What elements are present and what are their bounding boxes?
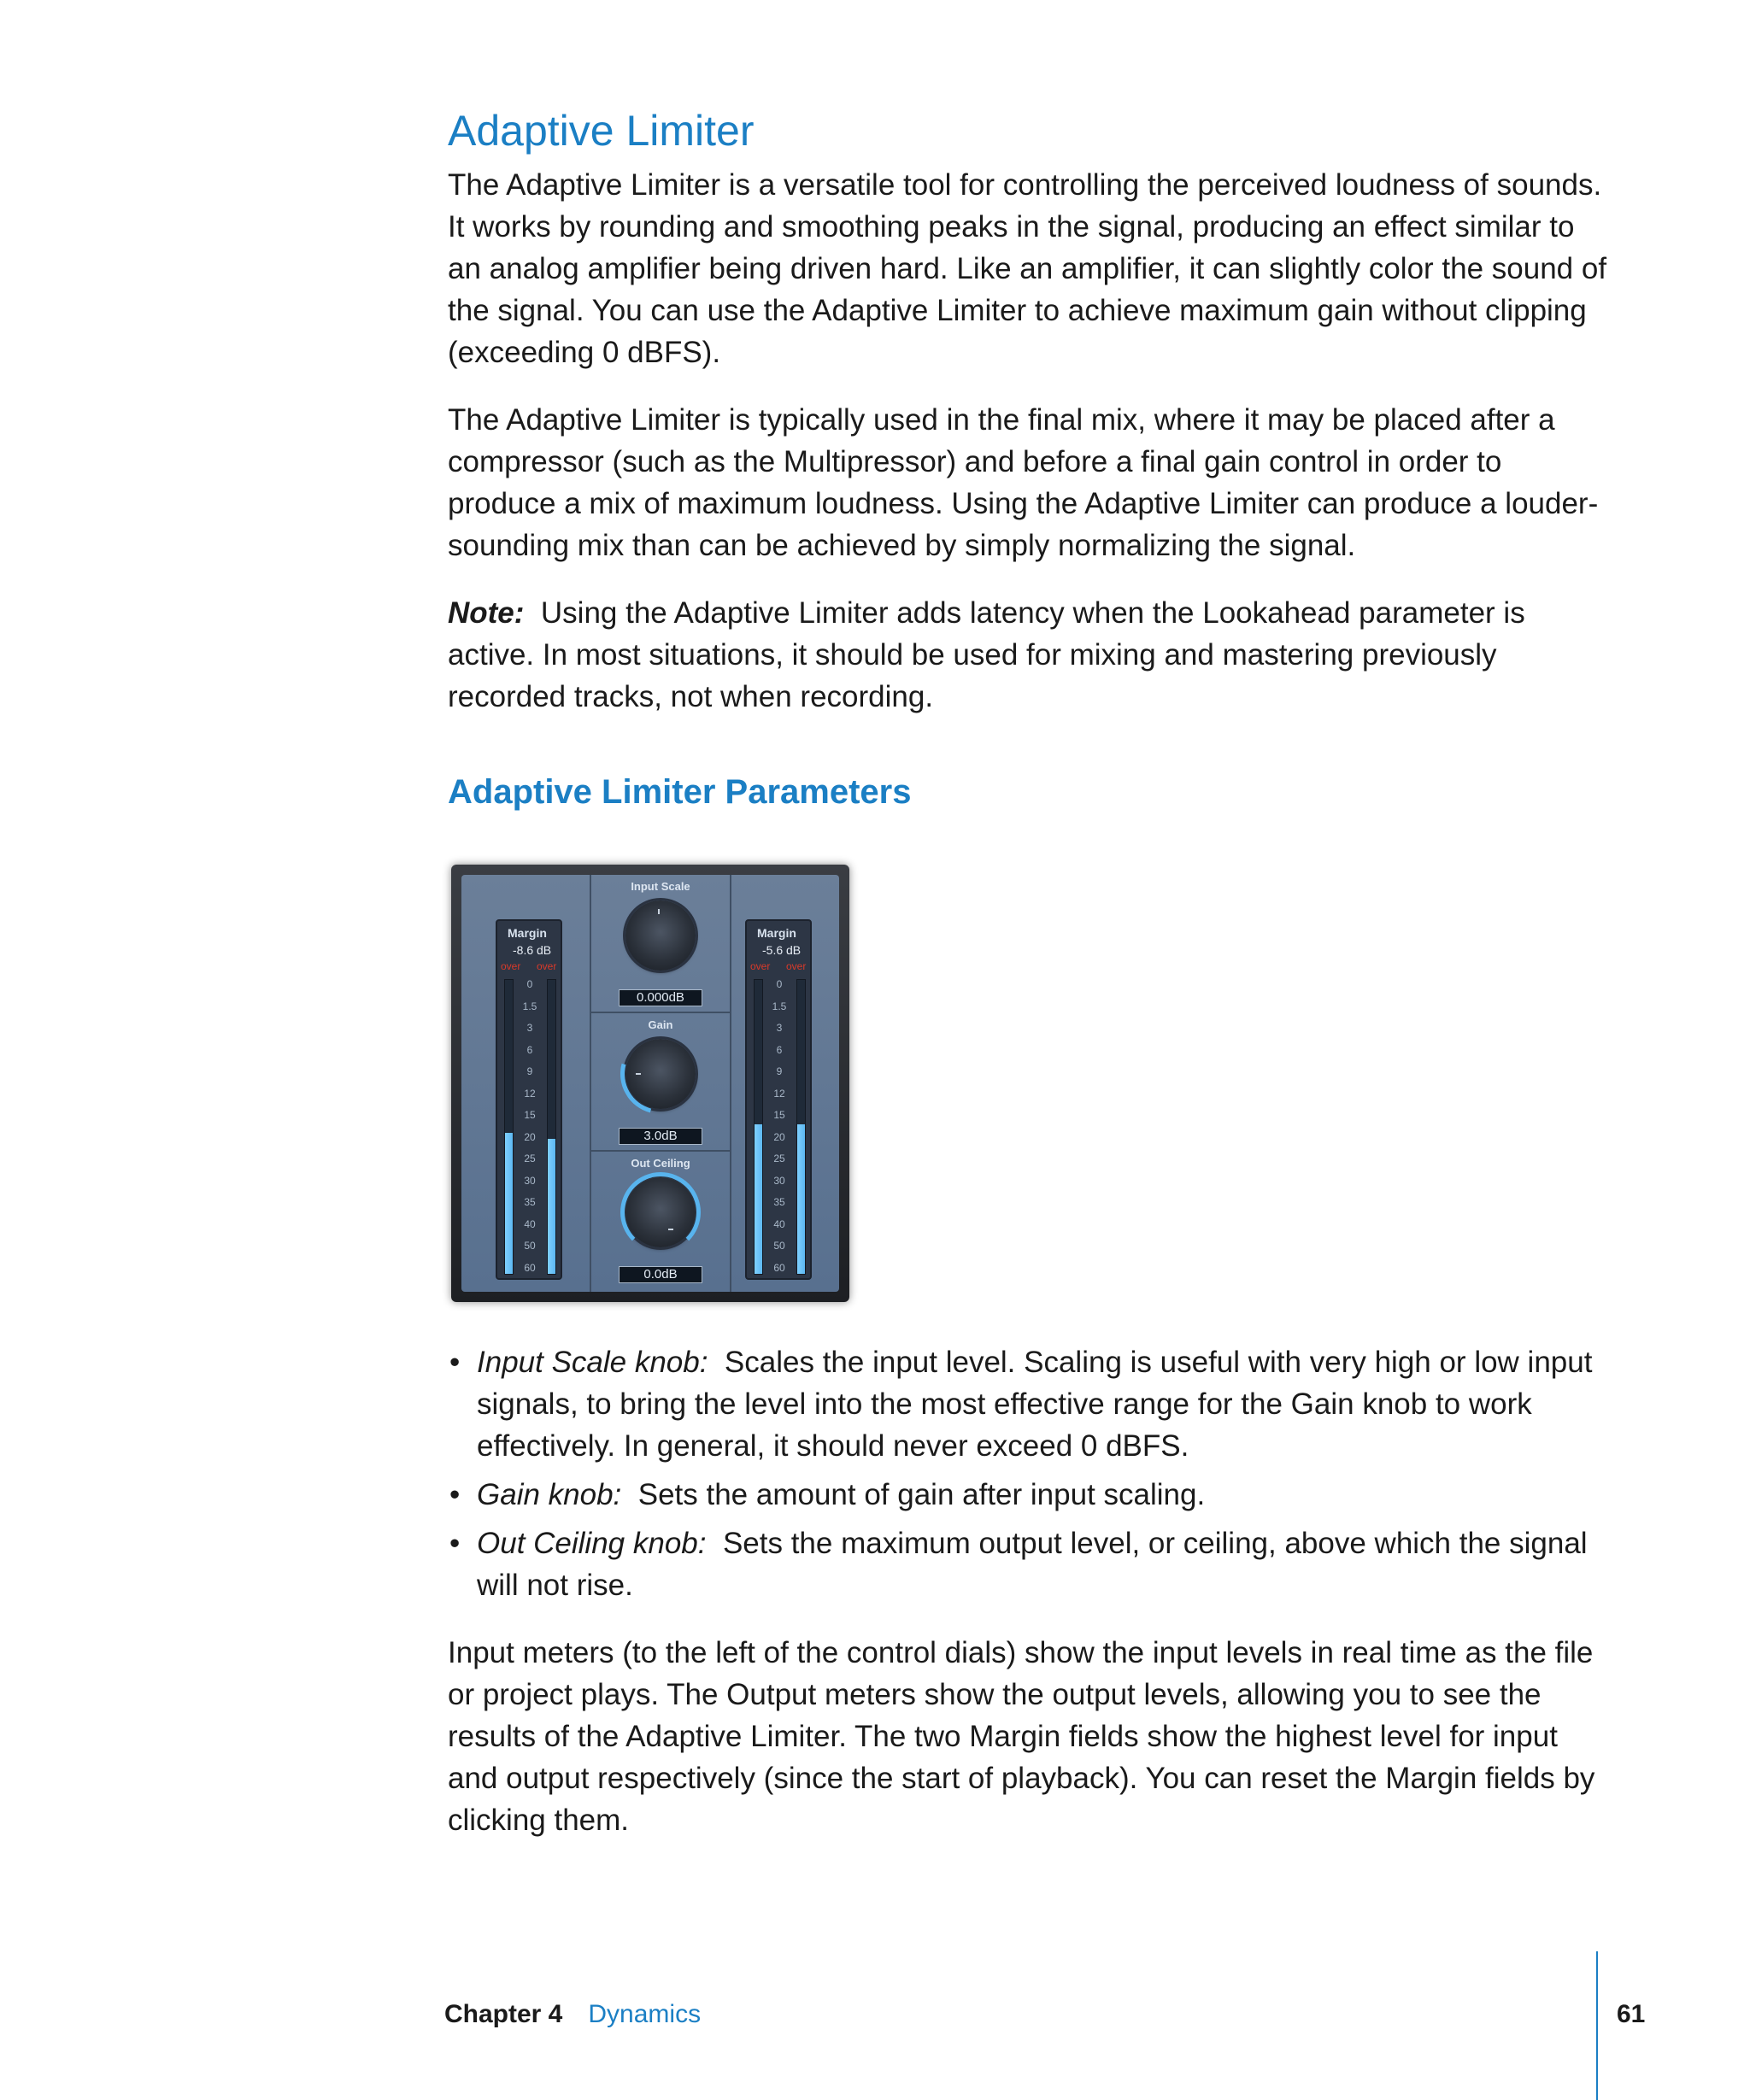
meter-scale-tick: 30 bbox=[524, 1174, 536, 1187]
meter-scale-tick: 12 bbox=[773, 1087, 785, 1100]
output-over-right: over bbox=[786, 960, 807, 972]
bullet-term: Gain knob: bbox=[477, 1478, 622, 1511]
input-scale-value-field[interactable]: 0.000dB bbox=[619, 989, 702, 1006]
out-ceiling-section bbox=[591, 1152, 730, 1287]
page-title: Adaptive Limiter bbox=[448, 107, 755, 155]
meter-scale-tick: 15 bbox=[773, 1109, 785, 1122]
usage-paragraph: The Adaptive Limiter is typically used in the final mix, where it may be placed after a compressor (such as the Multipressor) and before a final gain control in order to produce a mix of maximum loudness. Using the Adaptive Limiter can produce a louder-sounding mix than can be achieved by simply normalizing the signal. bbox=[448, 403, 1599, 562]
bullet-text: Scales the input level. Scaling is useful with very high or low input signals, to bring the level into the most effective range for the Gain knob to work effectively. In general, it should never exceed 0 dBFS. bbox=[477, 1346, 1593, 1463]
meter-scale-tick: 1.5 bbox=[772, 1000, 787, 1012]
output-meter-scale bbox=[766, 979, 793, 1273]
meter-scale-tick: 25 bbox=[524, 1153, 536, 1165]
meter-scale-tick: 9 bbox=[776, 1065, 783, 1078]
input-margin-label: Margin bbox=[508, 926, 547, 940]
input-scale-section bbox=[591, 875, 730, 1010]
output-bar-left bbox=[754, 979, 763, 1275]
output-margin-field[interactable]: -5.6 dB bbox=[762, 943, 802, 957]
meter-scale-tick: 20 bbox=[773, 1130, 785, 1143]
footer-rule bbox=[1596, 1951, 1598, 2100]
bullet-text: Sets the maximum output level, or ceiling, above which the signal will not rise. bbox=[477, 1527, 1588, 1602]
meter-scale-tick: 6 bbox=[526, 1043, 533, 1056]
meter-scale-tick: 35 bbox=[524, 1196, 536, 1209]
output-bar-left-fill bbox=[755, 1124, 762, 1274]
meter-scale-tick: 1.5 bbox=[522, 1000, 537, 1012]
page-content bbox=[448, 104, 1610, 1867]
list-item bbox=[448, 1341, 1610, 1467]
knob-indicator bbox=[636, 1073, 641, 1075]
adaptive-limiter-plugin bbox=[451, 865, 849, 1302]
gain-label: Gain bbox=[648, 1018, 673, 1031]
knob-indicator bbox=[658, 909, 660, 914]
gain-knob-arc bbox=[606, 1019, 715, 1129]
meter-scale-tick: 3 bbox=[526, 1022, 533, 1035]
output-bar-right-fill bbox=[797, 1124, 805, 1274]
input-bar-right bbox=[547, 979, 556, 1275]
note-paragraph bbox=[448, 592, 1610, 718]
panel-divider-right bbox=[730, 875, 731, 1292]
meter-scale-tick: 25 bbox=[773, 1153, 785, 1165]
meter-scale-tick: 15 bbox=[524, 1109, 536, 1122]
meter-scale-tick: 40 bbox=[524, 1217, 536, 1230]
input-meter-scale bbox=[516, 979, 543, 1273]
meter-scale-tick: 3 bbox=[776, 1022, 783, 1035]
output-margin-label: Margin bbox=[757, 926, 796, 940]
meter-scale-tick: 20 bbox=[524, 1130, 536, 1143]
input-scale-knob[interactable] bbox=[625, 900, 696, 971]
note-text: Using the Adaptive Limiter adds latency when the Lookahead parameter is active. In most situations, it should be used for mixing and mastering previously recorded tracks, not when recording. bbox=[448, 596, 1525, 713]
page-number: 61 bbox=[1617, 2000, 1646, 2028]
meter-scale-tick: 60 bbox=[524, 1262, 536, 1274]
output-bar-right bbox=[796, 979, 806, 1275]
input-scale-label: Input Scale bbox=[631, 880, 690, 893]
meter-scale-tick: 40 bbox=[773, 1217, 785, 1230]
meter-scale-tick: 35 bbox=[773, 1196, 785, 1209]
list-item bbox=[448, 1474, 1610, 1516]
parameter-list bbox=[448, 1341, 1610, 1606]
gain-section bbox=[591, 1013, 730, 1148]
meter-scale-tick: 0 bbox=[776, 978, 783, 990]
plugin-panel bbox=[461, 875, 839, 1292]
input-meter bbox=[496, 919, 562, 1280]
meter-scale-tick: 30 bbox=[773, 1174, 785, 1187]
output-over-left: over bbox=[750, 960, 771, 972]
meter-scale-tick: 0 bbox=[526, 978, 533, 990]
input-over-left: over bbox=[501, 960, 521, 972]
input-bar-left-fill bbox=[505, 1133, 513, 1274]
meter-scale-tick: 60 bbox=[773, 1262, 785, 1274]
knob-indicator bbox=[668, 1229, 673, 1230]
gain-knob[interactable] bbox=[625, 1039, 696, 1109]
note-label: Note: bbox=[448, 596, 525, 630]
bullet-term: Input Scale knob: bbox=[477, 1346, 708, 1379]
bullet-text: Sets the amount of gain after input scaling. bbox=[637, 1478, 1206, 1511]
output-meter bbox=[745, 919, 812, 1280]
list-item bbox=[448, 1522, 1610, 1606]
meter-scale-tick: 12 bbox=[524, 1087, 536, 1100]
page-footer bbox=[444, 1997, 701, 2032]
footer-chapter: Chapter 4 bbox=[444, 2000, 563, 2028]
input-bar-right-fill bbox=[548, 1139, 555, 1274]
out-ceiling-value-field[interactable]: 0.0dB bbox=[619, 1266, 702, 1283]
out-ceiling-knob-arc bbox=[620, 1172, 701, 1252]
meters-paragraph: Input meters (to the left of the control dials) show the input levels in real time as the file or project plays. The Output meters show the output levels, allowing you to see the results of the Adaptive Limiter. The two Margin fields show the highest level for input and output respectively (since the start of playback). You can reset the Margin fields by clicking them. bbox=[448, 1636, 1595, 1837]
meter-scale-tick: 50 bbox=[524, 1240, 536, 1252]
input-over-right: over bbox=[537, 960, 557, 972]
out-ceiling-knob[interactable] bbox=[625, 1177, 696, 1247]
bullet-term: Out Ceiling knob: bbox=[477, 1527, 707, 1560]
meter-scale-tick: 9 bbox=[526, 1065, 533, 1078]
input-margin-field[interactable]: -8.6 dB bbox=[513, 943, 552, 957]
meter-scale-tick: 50 bbox=[773, 1240, 785, 1252]
input-bar-left bbox=[504, 979, 514, 1275]
meter-scale-tick: 6 bbox=[776, 1043, 783, 1056]
section-heading: Adaptive Limiter Parameters bbox=[448, 773, 912, 811]
gain-value-field[interactable]: 3.0dB bbox=[619, 1128, 702, 1145]
intro-paragraph: The Adaptive Limiter is a versatile tool for controlling the perceived loudness of sounds. It works by rounding and smoothing peaks in the signal, producing an effect similar to an analog amplifier being driven hard. Like an amplifier, it can slightly color the sound of the signal. You can use the Adaptive Limiter to achieve maximum gain without clipping (exceeding 0 dBFS). bbox=[448, 168, 1607, 369]
footer-chapter-link[interactable]: Dynamics bbox=[588, 2000, 702, 2028]
out-ceiling-label: Out Ceiling bbox=[631, 1157, 690, 1170]
